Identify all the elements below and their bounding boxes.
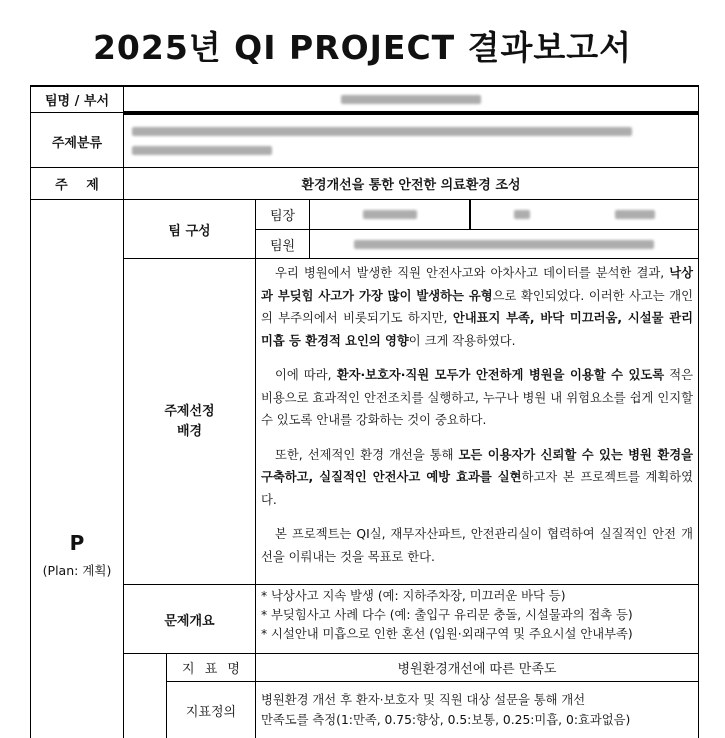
problem-bullet-2: * 부딪힘사고 사례 다수 (예: 출입구 유리문 충돌, 시설물과의 접촉 등) — [261, 608, 633, 622]
category-label: 주제분류 — [51, 135, 103, 151]
background-label-line2: 배경 — [176, 423, 203, 439]
document-title: 2025년 QI PROJECT 결과보고서 — [92, 28, 633, 67]
problem-bullets — [261, 587, 697, 644]
background-paragraph-3: 또한, 선제적인 환경 개선을 통해 모든 이용자가 신뢰할 수 있는 병원 환경을 구축하고, 실질적인 안전사고 예방 효과를 실현하고자 본 프로젝트를 계획하였다. — [261, 447, 694, 507]
problem-bullet-3: * 시설안내 미흡으로 인한 혼선 (입원·외래구역 및 주요시설 안내부족) — [261, 627, 633, 641]
phase-name: (Plan: 계획) — [42, 563, 112, 578]
problem-label: 문제개요 — [164, 613, 215, 629]
table-right-border — [698, 85, 699, 738]
indicator-definition-text — [261, 690, 697, 730]
background-paragraph-4: 본 프로젝트는 QI실, 재무자산파트, 안전관리실이 협력하여 실질적인 안전 개선을 이뤄내는 것을 목표로 한다. — [261, 527, 693, 564]
indicator-definition-line1: 병원환경 개선 후 환자·보호자 및 직원 대상 설문을 통해 개선 — [261, 693, 586, 707]
phase-letter: P — [69, 531, 85, 555]
team-name-value-redacted — [124, 87, 698, 111]
team-leader-info-redacted — [471, 200, 698, 229]
indicator-name-value: 병원환경개선에 따른 만족도 — [397, 662, 557, 677]
background-paragraph-1: 우리 병원에서 발생한 직원 안전사고와 아차사고 데이터를 분석한 결과, 낙상과 부딪힘 사고가 가장 많이 발생하는 유형으로 확인되었다. 이러한 사고는 개인의 부주의에서 비롯되기도 하지만, 안내표지 부족, 바닥 미끄러움, 시설물 관리 미흡 등 환경적 요인의 영향이 크게 작용하였다. — [261, 266, 693, 348]
team-composition-label: 팀 구성 — [168, 223, 211, 239]
team-members-redacted — [310, 230, 698, 258]
background-text — [261, 262, 693, 580]
indicator-definition-line2: 만족도를 측정(1:만족, 0.75:향상, 0.5:보통, 0.25:미흡, 0:효과없음) — [261, 713, 631, 727]
team-member-label: 팀원 — [269, 238, 296, 254]
indicator-name-label: 지 표 명 — [182, 662, 240, 677]
problem-bullet-1: * 낙상사고 지속 발생 (예: 지하주차장, 미끄러운 바닥 등) — [261, 589, 566, 603]
subject-value: 환경개선을 통한 안전한 의료환경 조성 — [301, 178, 521, 193]
phase-plan-cell — [31, 520, 123, 590]
team-leader-redacted — [310, 200, 469, 229]
subject-label: 주 제 — [55, 178, 99, 193]
background-label — [124, 259, 255, 584]
background-paragraph-2: 이에 따라, 환자·보호자·직원 모두가 안전하게 병원을 이용할 수 있도록 적은 비용으로 효과적인 안전조치를 실행하고, 누구나 병원 내 위험요소를 쉽게 인지할 수 있도록 안내를 강화하는 것이 중요하다. — [261, 368, 694, 427]
indicator-definition-label: 지표정의 — [185, 704, 237, 720]
category-value-redacted — [124, 115, 698, 167]
background-label-line1: 주제선정 — [164, 403, 215, 419]
team-leader-label: 팀장 — [269, 209, 296, 224]
team-row-border-left — [30, 112, 123, 113]
team-name-label: 팀명 / 부서 — [44, 94, 110, 109]
